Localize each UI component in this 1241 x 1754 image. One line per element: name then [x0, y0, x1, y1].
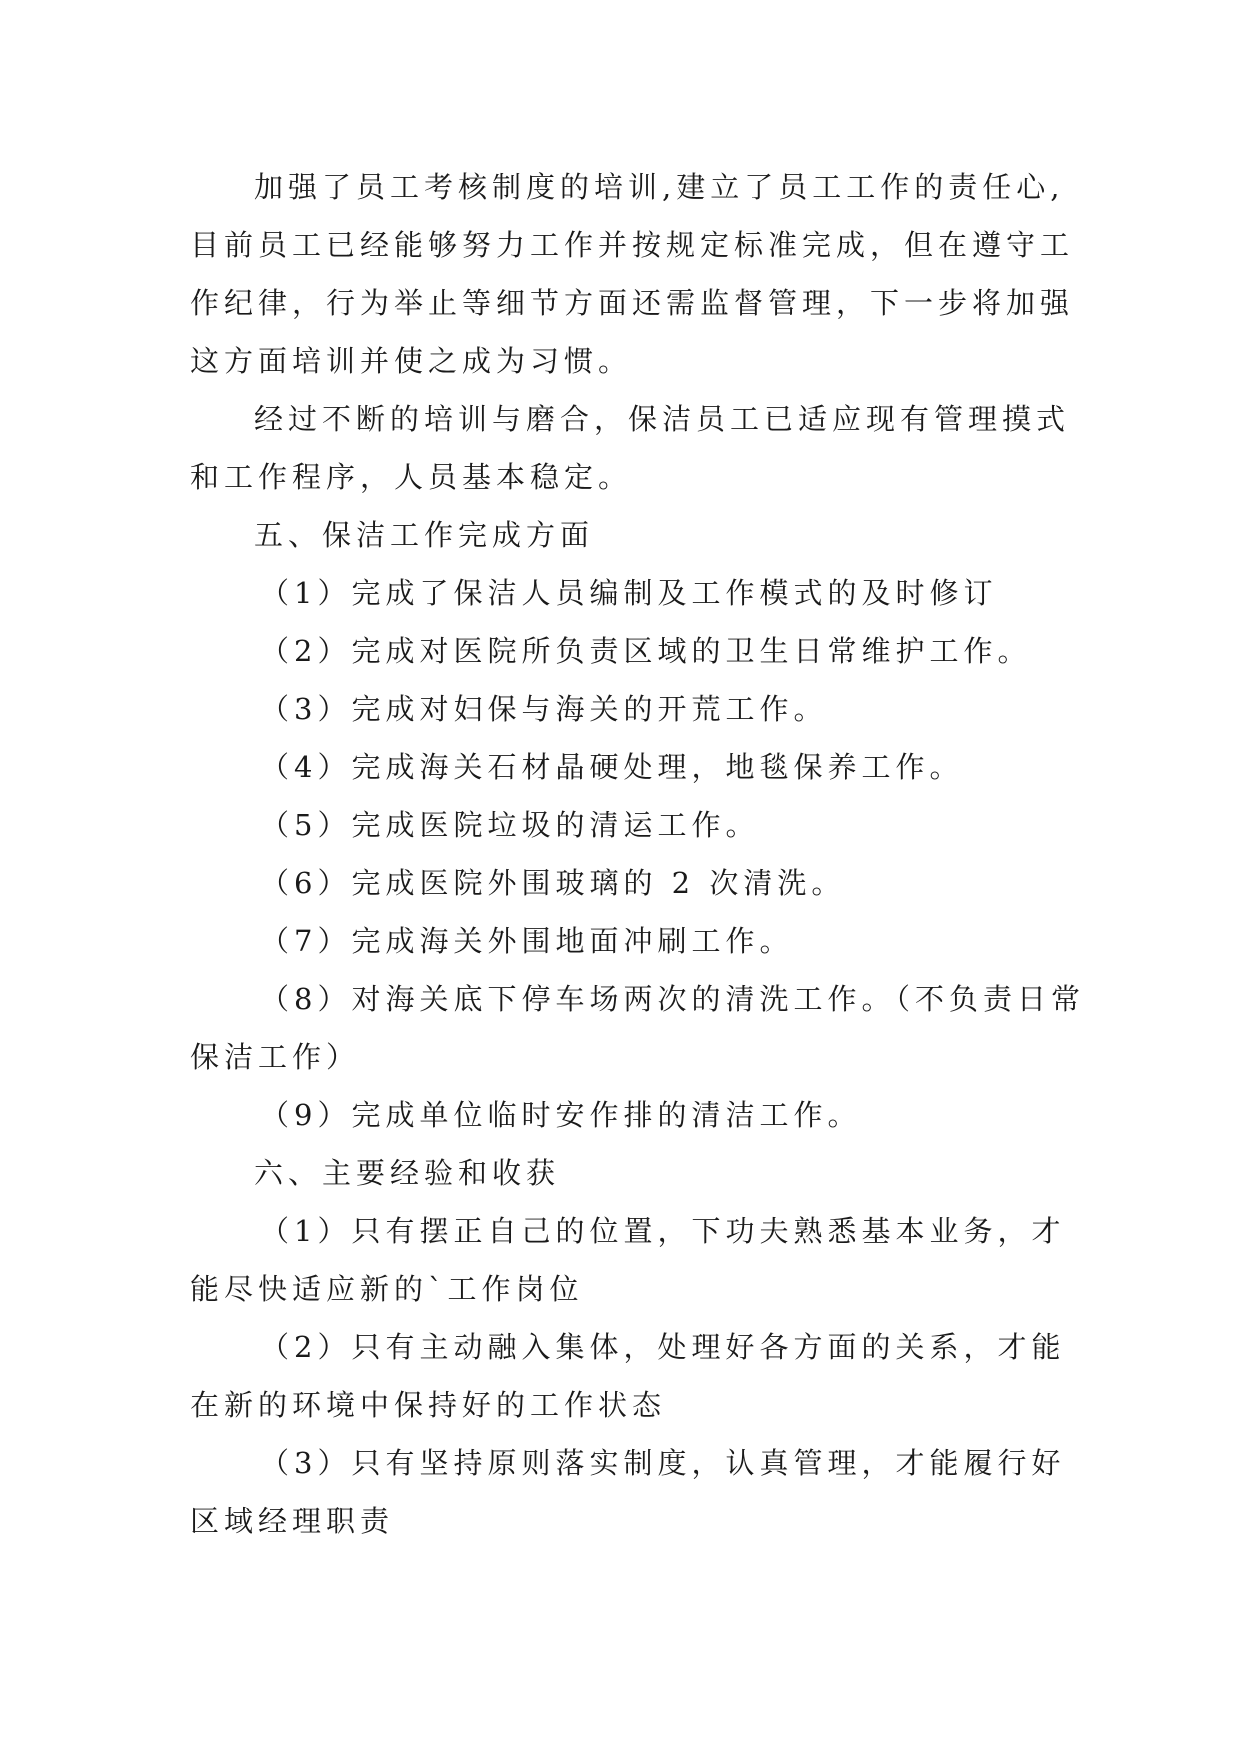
document-body [190, 158, 1090, 1550]
list-item: （6）完成医院外围玻璃的 2 次清洗。 [260, 866, 846, 900]
list-item: （2）只有主动融入集体，处理好各方面的关系，才能 [260, 1330, 1066, 1364]
paragraph-line: 目前员工已经能够努力工作并按规定标准完成，但在遵守工 [190, 228, 1075, 262]
list-item: （3）完成对妇保与海关的开荒工作。 [260, 692, 828, 726]
list-item-continuation: 能尽快适应新的`工作岗位 [190, 1272, 584, 1306]
list-item-continuation: 保洁工作） [190, 1040, 361, 1074]
paragraph-line: 作纪律，行为举止等细节方面还需监督管理，下一步将加强 [190, 286, 1075, 320]
list-item-continuation: 区域经理职责 [190, 1504, 395, 1538]
section-heading: 六、主要经验和收获 [254, 1156, 561, 1190]
paragraph-line: 这方面培训并使之成为习惯。 [190, 344, 633, 378]
list-item: （1）完成了保洁人员编制及工作模式的及时修订 [260, 576, 998, 610]
list-item: （1）只有摆正自己的位置，下功夫熟悉基本业务，才 [260, 1214, 1066, 1248]
list-item: （7）完成海关外围地面冲刷工作。 [260, 924, 794, 958]
list-item: （3）只有坚持原则落实制度，认真管理，才能履行好 [260, 1446, 1066, 1480]
paragraph-line: 和工作程序，人员基本稳定。 [190, 460, 633, 494]
paragraph-line: 加强了员工考核制度的培训,建立了员工工作的责任心, [254, 170, 1065, 204]
list-item-continuation: 在新的环境中保持好的工作状态 [190, 1388, 667, 1422]
list-item: （9）完成单位临时安作排的清洁工作。 [260, 1098, 862, 1132]
section-heading: 五、保洁工作完成方面 [254, 518, 595, 552]
list-item: （8）对海关底下停车场两次的清洗工作。（不负责日常 [260, 982, 1085, 1016]
list-item: （5）完成医院垃圾的清运工作。 [260, 808, 760, 842]
paragraph-line: 经过不断的培训与磨合，保洁员工已适应现有管理摸式 [254, 402, 1071, 436]
list-item: （4）完成海关石材晶硬处理，地毯保养工作。 [260, 750, 964, 784]
list-item: （2）完成对医院所负责区域的卫生日常维护工作。 [260, 634, 1032, 668]
